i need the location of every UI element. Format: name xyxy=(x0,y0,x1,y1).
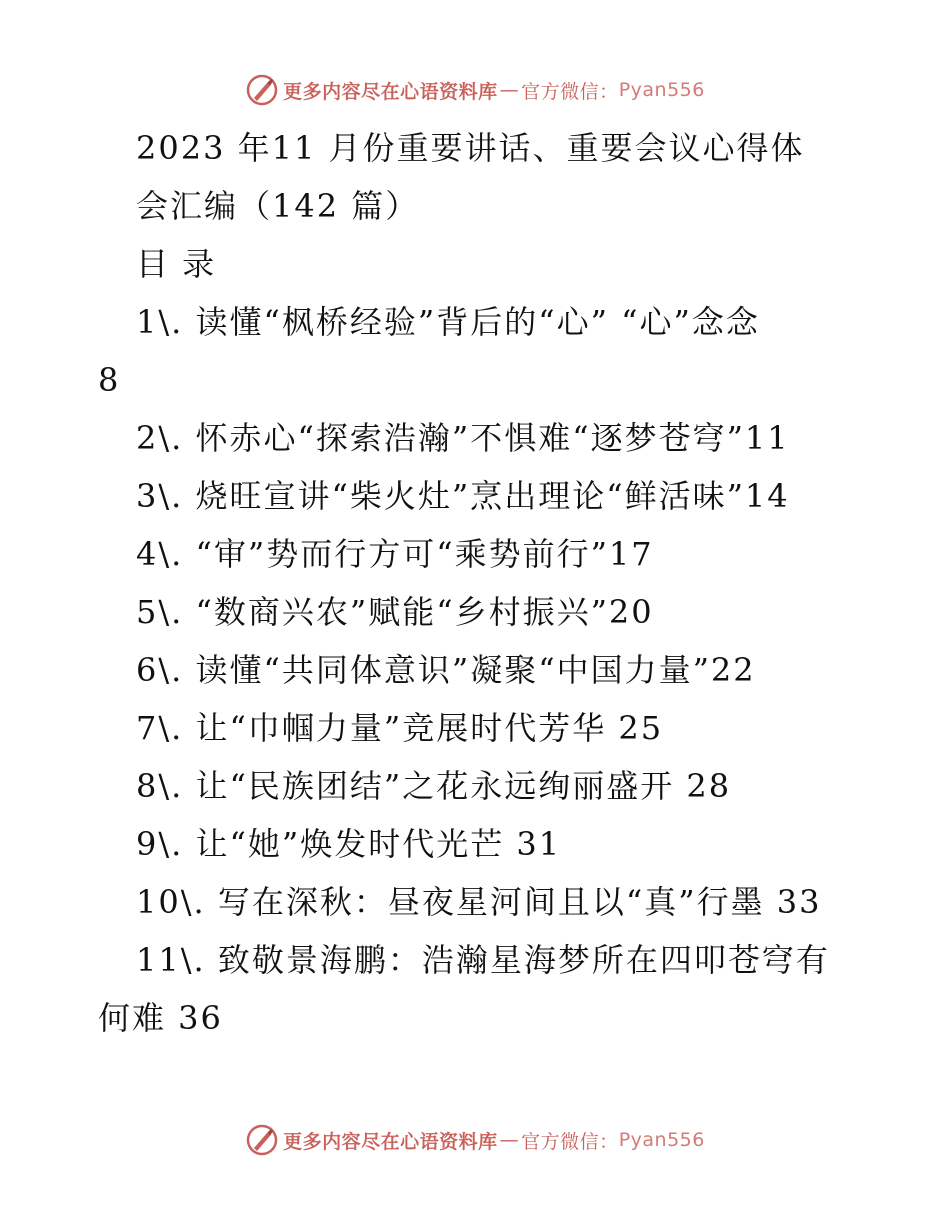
toc-item-3: 3\. 烧旺宣讲“柴火灶”烹出理论“鲜活味”14 xyxy=(136,477,790,515)
toc-item-7: 7\. 让“巾帼力量”竞展时代芳华 25 xyxy=(136,709,664,747)
pen-logo-icon xyxy=(245,1123,279,1157)
toc-item-10: 10\. 写在深秋：昼夜星河间且以“真”行墨 33 xyxy=(136,883,822,921)
toc-item-8: 8\. 让“民族团结”之花永远绚丽盛开 28 xyxy=(136,767,732,805)
header-watermark xyxy=(0,70,950,110)
toc-item-5: 5\. “数商兴农”赋能“乡村振兴”20 xyxy=(136,593,654,631)
watermark-text: 更多内容尽在心语资料库 xyxy=(283,1130,498,1153)
watermark-dash: — xyxy=(499,1129,520,1151)
watermark-dash: — xyxy=(499,79,520,101)
watermark-wechat-id: Pyan556 xyxy=(618,79,705,101)
toc-item-1-continuation: 8 xyxy=(98,361,121,399)
toc-item-9: 9\. 让“她”焕发时代光芒 31 xyxy=(136,825,562,863)
toc-item-1: 1\. 读懂“枫桥经验”背后的“心” “心”念念 xyxy=(136,303,760,341)
toc-item-2: 2\. 怀赤心“探索浩瀚”不惧难“逐梦苍穹”11 xyxy=(136,419,790,457)
pen-logo-icon xyxy=(245,73,279,107)
toc-item-6: 6\. 读懂“共同体意识”凝聚“中国力量”22 xyxy=(136,651,756,689)
watermark-label: 官方微信： xyxy=(521,1130,619,1153)
document-title-line-1: 2023 年11 月份重要讲话、重要会议心得体 xyxy=(136,129,805,167)
document-title-line-2: 会汇编（142 篇） xyxy=(136,187,420,225)
watermark-wechat-id: Pyan556 xyxy=(618,1129,705,1151)
footer-watermark xyxy=(0,1120,950,1160)
toc-item-11: 11\. 致敬景海鹏：浩瀚星海梦所在四叩苍穹有 xyxy=(136,941,830,979)
watermark-label: 官方微信： xyxy=(521,80,619,103)
toc-heading: 目 录 xyxy=(136,245,217,283)
watermark-text: 更多内容尽在心语资料库 xyxy=(283,80,498,103)
toc-item-4: 4\. “审”势而行方可“乘势前行”17 xyxy=(136,535,654,573)
toc-item-11-continuation: 何难 36 xyxy=(98,999,223,1037)
